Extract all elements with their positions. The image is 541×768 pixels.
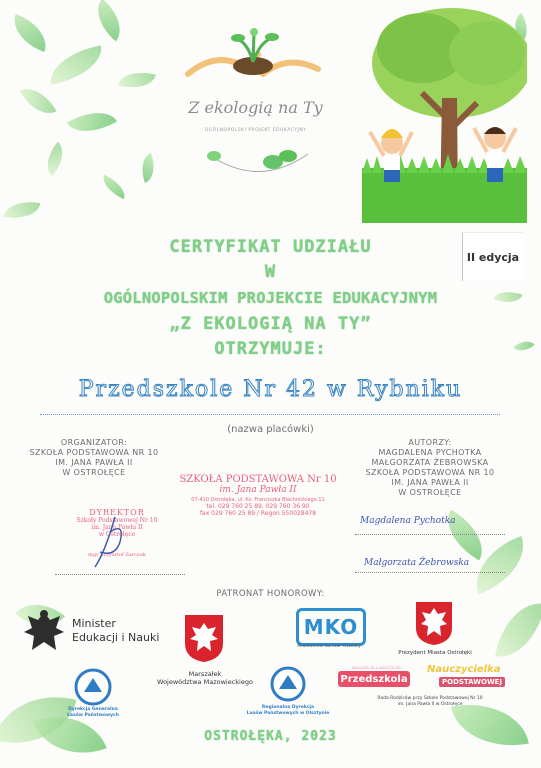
certificate-title-line1: CERTYFIKAT UDZIAŁU [169, 237, 372, 257]
director-signature-line [55, 574, 185, 575]
receives-label: OTRZYMUJE: [214, 339, 327, 359]
author-signature-2: Małgorzata Żebrowska [364, 558, 470, 568]
authors-block [340, 438, 520, 498]
authors-line5: W OSTROŁĘCE [398, 488, 462, 497]
organizer-line3: W OSTROŁĘCE [62, 468, 126, 477]
nauczycielka-top-label: Nauczycielka [427, 664, 501, 675]
school-stamp [168, 474, 348, 517]
mazovia-crest-icon [183, 613, 225, 663]
organizer-line2: IM. JANA PAWŁA II [55, 458, 133, 467]
marshal-line2: Województwa Mazowieckiego [157, 678, 253, 686]
przedszkola-label: Przedszkola [340, 673, 408, 685]
nauczycielka-bottom-label: PODSTAWOWEJ [439, 677, 505, 687]
eagle-emblem-icon [22, 606, 66, 656]
stamp-line4: tel. 029 760 25 89, 029 760 36 90 [206, 503, 310, 510]
stamp-line1: SZKOŁA PODSTAWOWA Nr 10 [179, 474, 337, 485]
logo-subtitle: OGÓLNOPOLSKI PROJEKT EDUKACYJNY [204, 128, 307, 133]
project-logo [168, 14, 343, 189]
marshal-line1: Marszałek [188, 670, 222, 678]
stamp-line3: 07-410 Ostrołęka, ul. Ks. Franciszka Blachnickiego 11 [191, 497, 325, 503]
mko-logo-text: MKO [303, 615, 359, 639]
president-caption: Prezydent Miasta Ostrołęki [398, 650, 472, 656]
edition-label: II edycja [466, 250, 520, 264]
author-signature-1: Magdalena Pychotka [360, 516, 456, 526]
recipient-underline [40, 414, 500, 415]
logo-title: Z ekologią na Ty [188, 98, 323, 117]
patronage-heading: PATRONAT HONOROWY: [216, 589, 325, 599]
author-signature-line-1 [355, 534, 505, 535]
director-line4: w Ostrołęce [98, 531, 136, 538]
director-line2: Szkoły Podstawowej Nr 10 [76, 517, 158, 524]
przedszkola-magazine-logo [338, 666, 410, 688]
organizer-block [14, 438, 174, 478]
minister-line2: Edukacji i Nauki [72, 631, 160, 644]
dglp-line2: Lasów Państwowych [67, 713, 119, 718]
mko-logo [296, 608, 366, 646]
recipient-name: Przedszkole Nr 42 w Rybniku [78, 377, 463, 402]
dglp-caption [48, 707, 138, 719]
director-signature [85, 512, 145, 572]
certificate-title-line3: OGÓLNOPOLSKIM PROJEKCIE EDUKACYJNYM [103, 289, 438, 307]
director-line5: mgr Krzysztof Sarczuk [88, 552, 146, 558]
forest-dglp-icon [74, 668, 112, 706]
council-line1: Rada Rodziców przy Szkole Podstawowej Nr 10 [377, 696, 483, 701]
stamp-line5: fax 029 760 25 89 / Regon 550028478 [199, 510, 317, 517]
authors-line1: MAGDALENA PYCHOTKA [378, 448, 482, 457]
minister-logo-text [72, 617, 159, 645]
city-year: OSTROŁĘKA, 2023 [204, 729, 337, 744]
forest-rdlp-icon [270, 666, 306, 702]
kids-tree-illustration [362, 8, 527, 223]
rdlp-line2: Lasów Państwowych w Olsztynie [246, 711, 330, 716]
przedszkola-top-label: MAGAZYN DLA NAUCZYCIELI [352, 666, 402, 670]
authors-heading: AUTORZY: [408, 438, 452, 447]
stamp-line2: im. Jana Pawła II [219, 485, 297, 495]
dglp-line1: Dyrekcja Generalna [68, 707, 118, 712]
rdlp-line1: Regionalna Dyrekcja [261, 705, 315, 710]
authors-line2: MAŁGORZATA ŻEBROWSKA [371, 458, 489, 467]
mko-caption: Mazowiecki Kurator Oświaty [297, 644, 361, 649]
certificate-title-line2: W [264, 262, 277, 282]
authors-line3: SZKOŁA PODSTAWOWA NR 10 [365, 468, 495, 477]
authors-line4: IM. JANA PAWŁA II [391, 478, 469, 487]
ostroleka-crest-icon [414, 600, 454, 646]
director-line1: DYREKTOR [89, 508, 145, 517]
recipient-caption: (nazwa placówki) [227, 424, 314, 435]
rdlp-caption [238, 705, 338, 717]
organizer-line1: SZKOŁA PODSTAWOWA NR 10 [29, 448, 159, 457]
project-name: „Z EKOLOGIĄ NA TY” [169, 314, 372, 334]
nauczycielka-magazine-logo [425, 664, 505, 690]
marshal-caption [140, 670, 270, 686]
parents-council-caption [370, 696, 490, 708]
council-line2: im. Jana Pawła II w Ostrołęce [397, 702, 463, 707]
organizer-heading: ORGANIZATOR: [60, 438, 128, 447]
director-line3: im. Jana Pawła II [91, 524, 143, 531]
author-signature-line-2 [355, 572, 505, 573]
minister-line1: Minister [72, 617, 116, 630]
